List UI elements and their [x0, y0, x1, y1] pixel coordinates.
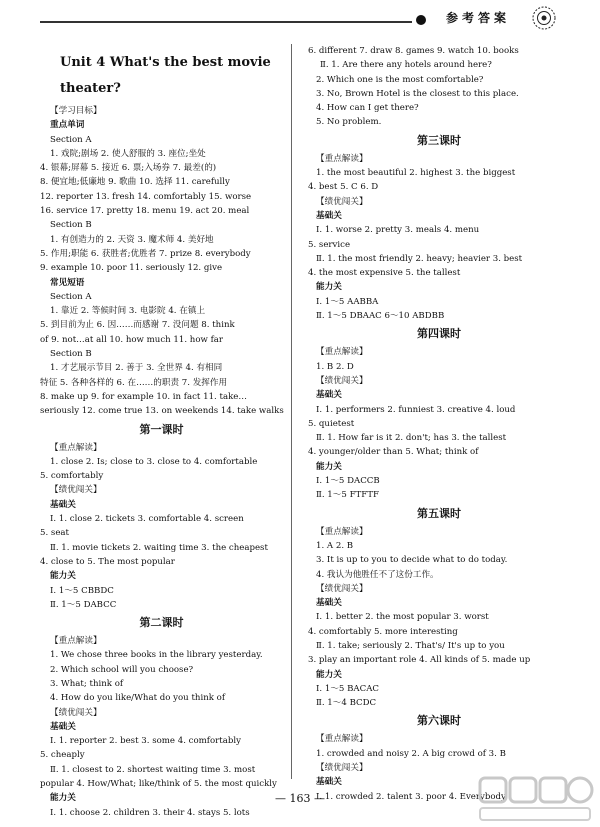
page-header: [0, 0, 600, 44]
answer-line: 【绩优闯关】: [316, 583, 368, 594]
answer-line: 4. How can I get there?: [316, 103, 419, 114]
answer-line: 3. What; think of: [50, 678, 124, 689]
answer-line: 能力关: [50, 571, 76, 582]
answer-line: 【重点解读】: [50, 442, 102, 453]
answer-line: 5. No problem.: [316, 117, 382, 128]
answer-line: 5. 作用;职能 6. 获胜者;优胜者 7. prize 8. everybody: [40, 248, 251, 259]
answer-line: 【绩优闯关】: [316, 763, 368, 774]
answer-line: 基础关: [50, 721, 76, 732]
answer-line: 【重点解读】: [50, 636, 102, 647]
answer-line: 【学习目标】: [50, 106, 102, 116]
answer-line: 1. crowded and noisy 2. A big crowd of 3. B: [316, 748, 506, 759]
answer-line: Ⅱ. 1. Are there any hotels around here?: [320, 60, 492, 71]
answer-line: 4. comfortably 5. more interesting: [308, 626, 458, 637]
answer-line: Ⅰ. 1. reporter 2. best 3. some 4. comfortably: [50, 736, 241, 747]
answer-line: 1. A 2. B: [316, 540, 354, 551]
answer-line: 重点单词: [50, 120, 85, 131]
answer-line: 能力关: [50, 793, 76, 804]
answer-line: 5. quietest: [308, 418, 355, 429]
answer-line: 1. close 2. Is; close to 3. close to 4. comfortable: [50, 456, 258, 467]
answer-line: 4. the most expensive 5. the tallest: [308, 268, 461, 279]
answer-line: 基础关: [316, 390, 342, 401]
answer-line: Ⅱ. 1～4 BCDC: [316, 698, 377, 709]
answer-line: Ⅱ. 1. the most friendly 2. heavy; heavier 3. best: [316, 253, 523, 264]
answer-line: 1. 才艺展示节目 2. 善于 3. 全世界 4. 有相同: [50, 363, 223, 374]
left-column: [40, 44, 283, 820]
answer-line: 9. example 10. poor 11. seriously 12. give: [40, 263, 223, 274]
answer-line: 3. No, Brown Hotel is the closest to this place.: [316, 88, 519, 99]
answer-line: 基础关: [316, 598, 342, 609]
answer-line: 4. How do you like/What do you think of: [50, 693, 226, 704]
answer-line: 16. service 17. pretty 18. menu 19. act 20. meal: [40, 206, 250, 217]
answer-line: 【重点解读】: [316, 526, 368, 537]
answer-line: Section A: [50, 291, 92, 302]
answer-line: 【绩优闯关】: [316, 375, 368, 386]
answer-line: 5. 到目前为止 6. 因……而感谢 7. 没问题 8. think: [40, 320, 235, 331]
answer-line: 5. seat: [40, 528, 70, 539]
answer-line: 1. 有创造力的 2. 天资 3. 魔术师 4. 美好地: [50, 234, 214, 245]
answer-line: 6. different 7. draw 8. games 9. watch 10. books: [308, 46, 519, 56]
answer-line: 12. reporter 13. fresh 14. comfortably 15. worse: [40, 191, 252, 202]
section-heading: 第二课时: [139, 616, 184, 630]
answer-line: 能力关: [316, 669, 342, 680]
answer-line: Ⅰ. 1～5 DACCB: [316, 476, 380, 487]
answer-line: Ⅰ. 1. worse 2. pretty 3. meals 4. menu: [316, 225, 480, 236]
answer-line: 特征 5. 各种各样的 6. 在……的职责 7. 发挥作用: [40, 377, 228, 388]
answer-line: 常见短语: [50, 277, 85, 288]
watermark-logo: [478, 774, 596, 824]
section-heading: 第三课时: [417, 133, 461, 147]
answer-line: 【重点解读】: [316, 153, 368, 164]
answer-line: 8. make up 9. for example 10. in fact 11. take…: [40, 391, 247, 402]
answer-line: Ⅰ. 1. crowded 2. talent 3. poor 4. Everybody: [316, 791, 506, 802]
answer-line: 4. 银幕;屏幕 5. 接近 6. 票;入场券 7. 最差(的): [40, 163, 217, 174]
section-heading: 第四课时: [417, 327, 461, 341]
bullet-icon: [416, 15, 426, 25]
section-heading: 第一课时: [139, 422, 184, 436]
answer-line: Ⅰ. 1. better 2. the most popular 3. worst: [316, 612, 489, 623]
answer-line: Ⅱ. 1～5 DBAAC 6～10 ABDBB: [316, 311, 445, 322]
answer-line: 能力关: [316, 461, 342, 472]
answer-line: 1. 戏院;剧场 2. 使人舒服的 3. 座位;坐处: [50, 148, 206, 159]
right-column: [308, 44, 570, 804]
answer-line: 【绩优闯关】: [50, 485, 102, 496]
answer-line: 1. We chose three books in the library yesterday.: [50, 650, 263, 661]
answer-line: of 9. not…at all 10. how much 11. how far: [40, 334, 223, 345]
answer-line: 基础关: [316, 777, 342, 788]
answer-line: Section B: [50, 349, 92, 360]
answer-line: 【重点解读】: [316, 734, 368, 745]
header-rule: [40, 21, 412, 23]
answer-line: 4. close to 5. The most popular: [40, 556, 175, 567]
answer-line: 4. best 5. C 6. D: [308, 182, 379, 193]
answer-line: 能力关: [316, 282, 342, 293]
sun-logo-icon: [530, 4, 558, 32]
section-heading: 第六课时: [417, 714, 461, 728]
answer-line: 1. 靠近 2. 等候时间 3. 电影院 4. 在镇上: [50, 306, 206, 317]
answer-line: Ⅰ. 1～5 BACAC: [316, 683, 379, 694]
answer-line: 1. B 2. D: [316, 361, 354, 372]
answer-line: 2. Which one is the most comfortable?: [316, 74, 484, 85]
answer-line: 5. cheaply: [40, 750, 85, 761]
section-heading: 第五课时: [417, 506, 461, 520]
left-answer-lines: [40, 104, 283, 820]
answer-line: 2. Which school will you choose?: [50, 664, 194, 675]
answer-line: 1. the most beautiful 2. highest 3. the biggest: [316, 168, 516, 179]
answer-line: 3. play an important role 4. All kinds of 5. made up: [308, 655, 531, 666]
answer-line: Ⅰ. 1. choose 2. children 3. their 4. stays 5. lots: [50, 807, 250, 818]
column-divider: [291, 44, 292, 779]
answer-line: Ⅱ. 1. movie tickets 2. waiting time 3. the cheapest: [50, 542, 268, 553]
answer-line: Ⅱ. 1. How far is it 2. don't; has 3. the tallest: [316, 433, 507, 444]
answer-line: 5. service: [308, 239, 351, 250]
header-label: 参考答案: [446, 11, 511, 25]
answer-line: Ⅱ. 1. closest to 2. shortest waiting time 3. most: [50, 764, 256, 775]
right-answer-lines: [308, 44, 570, 804]
answer-line: 基础关: [50, 499, 76, 510]
unit-title: Unit 4 What's the best movie theater?: [60, 55, 271, 96]
answer-line: seriously 12. come true 13. on weekends 14. take walks: [40, 406, 284, 417]
answer-line: 4. 我认为他胜任不了这份工作。: [316, 569, 439, 580]
answer-line: 5. comfortably: [40, 471, 104, 482]
answer-line: Ⅰ. 1～5 CBBDC: [50, 585, 114, 596]
answer-line: 【重点解读】: [316, 347, 368, 358]
answer-line: Section A: [50, 134, 92, 145]
answer-line: Section B: [50, 220, 92, 231]
answer-line: Ⅱ. 1～5 DABCC: [50, 599, 117, 610]
answer-line: 【绩优闯关】: [316, 196, 368, 207]
answer-line: Ⅰ. 1～5 AABBA: [316, 296, 379, 307]
answer-line: 3. It is up to you to decide what to do today.: [316, 555, 508, 566]
answer-line: 4. younger/older than 5. What; think of: [308, 447, 479, 458]
page-number: — 163 —: [275, 792, 325, 805]
answer-line: 8. 便宜地;低廉地 9. 歌曲 10. 选择 11. carefully: [40, 177, 230, 188]
answer-line: Ⅱ. 1～5 FTFTF: [316, 490, 379, 501]
answer-line: 【绩优闯关】: [50, 707, 102, 718]
answer-line: popular 4. How/What; like/think of 5. the most quickly: [40, 779, 277, 790]
answer-line: 基础关: [316, 210, 342, 221]
answer-line: Ⅰ. 1. close 2. tickets 3. comfortable 4. screen: [50, 514, 244, 525]
answer-line: Ⅱ. 1. take; seriously 2. That's/ It's up to you: [316, 640, 505, 651]
answer-line: Ⅰ. 1. performers 2. funniest 3. creative 4. loud: [316, 404, 516, 415]
